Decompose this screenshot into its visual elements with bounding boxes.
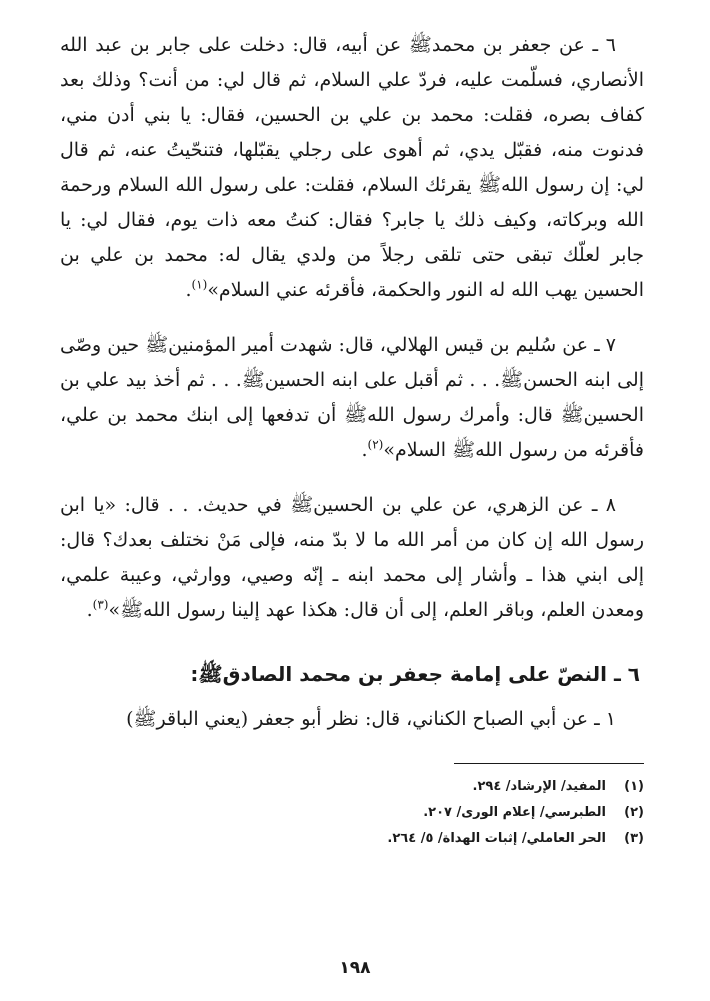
paragraph-end: .	[361, 439, 368, 461]
paragraph-text: ٨ ـ عن الزهري، عن علي بن الحسينﷺ في حديث. . . قال: «يا ابن رسول الله إن كان من أمر الله ما لا بدّ منه، فإلى مَنْ نختلف بعدك؟ قال: إلى ابني هذا ـ وأشار إلى محمد ابنه ـ إنّه وصيي، ووارثي، وعيبة علمي، ومعدن العلم، وباقر العلم، إلى أن قال: هكذا عهد إلينا رسول اللهﷺ»	[60, 494, 644, 621]
footnote-item	[60, 800, 644, 826]
paragraph-text: ٦ ـ عن جعفر بن محمدﷺ عن أبيه، قال: دخلت على جابر بن عبد الله الأنصاري، فسلّمت عليه، فردّ علي السلام، ثم قال لي: من أنت؟ وذلك بعد كفاف بصره، فقلت: محمد بن علي بن الحسين، فقال: يا بني أدن مني، فدنوت منه، فقبّل يدي، ثم أهوى على رجلي يقبّلها، فتنحّيتُ عنه، ثم قال لي: إن رسول اللهﷺ يقرئك السلام، فقلت: على رسول الله السلام ورحمة الله وبركاته، وكيف ذلك يا جابر؟ فقال: كنتُ معه ذات يوم، فقال لي: يا جابر لعلّك تبقى حتى تلقى رجلاً من ولدي يقال له: محمد بن علي بن الحسين يهب الله له النور والحكمة، فأقرئه عني السلام»	[60, 34, 644, 301]
footnote-text: الطبرسي/ إعلام الورى/ ٢٠٧.	[423, 805, 606, 820]
footnote-reference[interactable]: (٣)	[92, 597, 109, 612]
hadith-paragraph-1: ١ ـ عن أبي الصباح الكناني، قال: نظر أبو جعفر (يعني الباقرﷺ)	[126, 708, 616, 730]
hadith-paragraph-6	[60, 28, 644, 308]
hadith-paragraph-8	[60, 488, 644, 628]
footnote-text: الحر العاملي/ إثبات الهداة/ ٥/ ٢٦٤.	[387, 831, 606, 846]
footnote-number: (٢)	[624, 805, 644, 820]
paragraph-text: ٧ ـ عن سُليم بن قيس الهلالي، قال: شهدت أمير المؤمنينﷺ حين وصّى إلى ابنه الحسنﷺ. . . ثم أقبل على ابنه الحسينﷺ. . . ثم أخذ بيد علي بن الحسينﷺ قال: وأمرك رسول اللهﷺ أن تدفعها إلى ابنك محمد بن علي، فأقرئه من رسول اللهﷺ السلام»	[60, 334, 644, 461]
footnote-item	[60, 826, 644, 852]
footnote-divider	[454, 763, 644, 764]
hadith-paragraph-7	[60, 328, 644, 468]
footnote-number: (٣)	[624, 831, 644, 846]
section-heading: ٦ ـ النصّ على إمامة جعفر بن محمد الصادقﷺ:	[190, 662, 640, 686]
paragraph-end: .	[86, 599, 93, 621]
footnote-reference[interactable]: (١)	[191, 277, 208, 292]
paragraph-end: .	[185, 279, 192, 301]
page-number: ١٩٨	[339, 958, 371, 978]
footnote-number: (١)	[624, 779, 644, 794]
footnote-reference[interactable]: (٢)	[367, 437, 384, 452]
footnotes-list	[60, 774, 644, 852]
footnote-text: المفيد/ الإرشاد/ ٢٩٤.	[472, 779, 606, 794]
footnote-item	[60, 774, 644, 800]
